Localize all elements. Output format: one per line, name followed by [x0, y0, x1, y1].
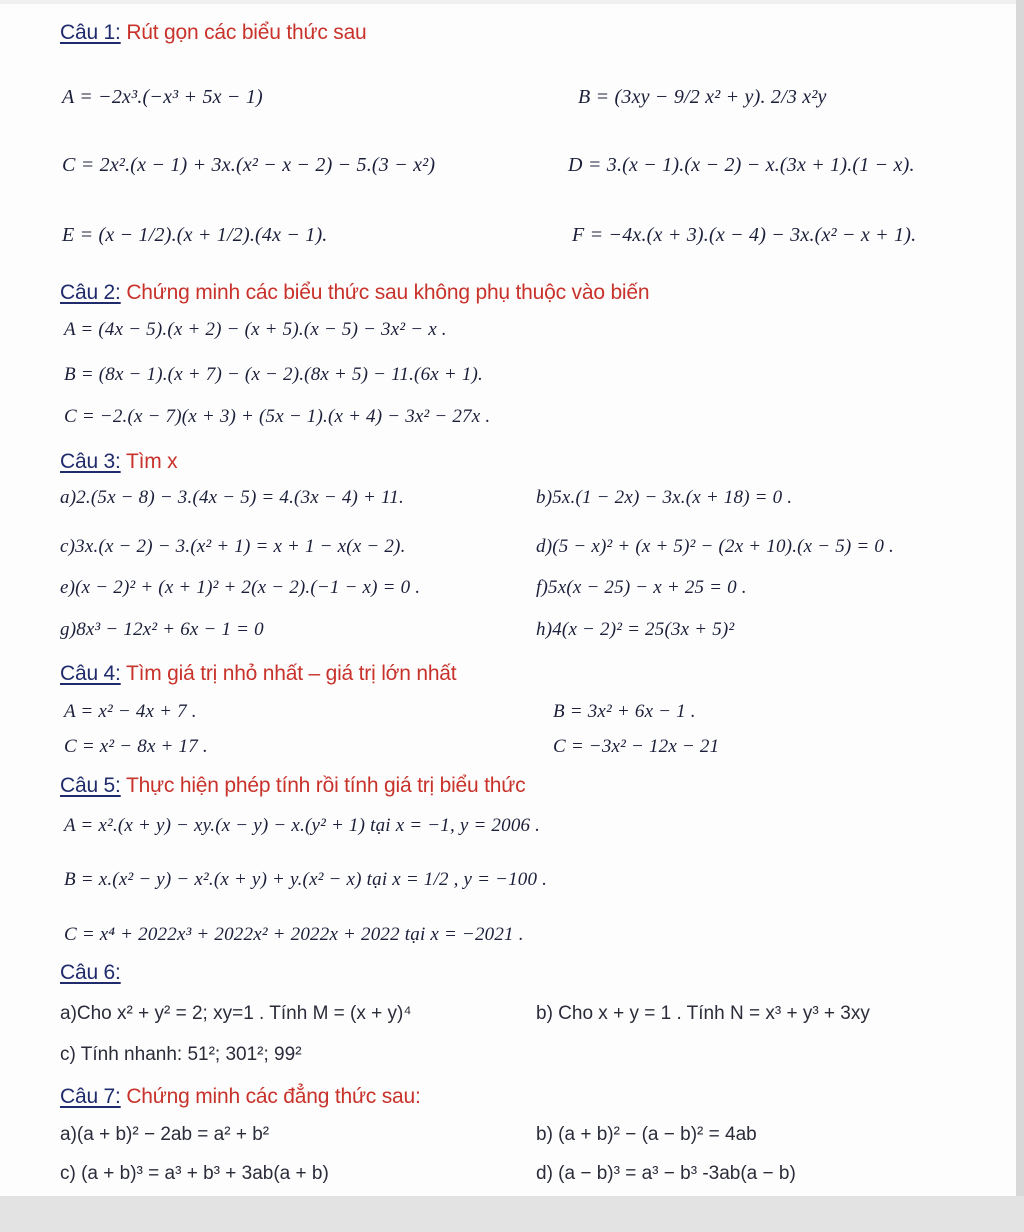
- q4-expr-b: B = 3x² + 6x − 1 .: [553, 701, 696, 722]
- q6-label: Câu 6:: [60, 961, 121, 984]
- q7-title: Chứng minh các đẳng thức sau:: [120, 1085, 421, 1108]
- q1-expr-c: C = 2x².(x − 1) + 3x.(x² − x − 2) − 5.(3 − x²): [62, 154, 436, 176]
- q4-heading: [60, 663, 456, 684]
- q7-heading: [60, 1086, 421, 1107]
- q4-label: Câu 4:: [60, 662, 121, 685]
- q1-label: Câu 1:: [60, 21, 121, 44]
- q5-expr-c: C = x⁴ + 2022x³ + 2022x² + 2022x + 2022 tại x = −2021 .: [64, 924, 524, 945]
- q5-title: Thực hiện phép tính rồi tính giá trị biểu thức: [120, 774, 526, 797]
- q2-label: Câu 2:: [60, 281, 121, 304]
- q3-title: Tìm x: [120, 450, 178, 473]
- q7-item-b: b) (a + b)² − (a − b)² = 4ab: [536, 1124, 757, 1145]
- q4-expr-a: A = x² − 4x + 7 .: [64, 701, 197, 722]
- q1-heading: [60, 22, 367, 43]
- q2-expr-a: A = (4x − 5).(x + 2) − (x + 5).(x − 5) − 3x² − x .: [64, 319, 447, 340]
- q3-heading: [60, 451, 177, 472]
- q4-expr-c2: C = −3x² − 12x − 21: [553, 736, 720, 757]
- q7-label: Câu 7:: [60, 1085, 121, 1108]
- page-bottom-edge: [0, 1196, 1024, 1232]
- q1-title: Rút gọn các biểu thức sau: [120, 21, 367, 44]
- q5-label: Câu 5:: [60, 774, 121, 797]
- q4-expr-c1: C = x² − 8x + 17 .: [64, 736, 208, 757]
- q3-item-h: h)4(x − 2)² = 25(3x + 5)²: [536, 619, 735, 640]
- q3-label: Câu 3:: [60, 450, 121, 473]
- q4-title: Tìm giá trị nhỏ nhất – giá trị lớn nhất: [120, 662, 457, 685]
- q5-expr-a: A = x².(x + y) − xy.(x − y) − x.(y² + 1) tại x = −1, y = 2006 .: [64, 815, 541, 836]
- q2-expr-b: B = (8x − 1).(x + 7) − (x − 2).(8x + 5) − 11.(6x + 1).: [64, 364, 484, 385]
- page-top-shade: [0, 0, 1016, 4]
- q3-item-g: g)8x³ − 12x² + 6x − 1 = 0: [60, 619, 264, 640]
- q3-item-f: f)5x(x − 25) − x + 25 = 0 .: [536, 577, 747, 598]
- q1-expr-f: F = −4x.(x + 3).(x − 4) − 3x.(x² − x + 1).: [572, 224, 917, 246]
- q1-expr-d: D = 3.(x − 1).(x − 2) − x.(3x + 1).(1 − x).: [568, 154, 915, 176]
- q7-item-c: c) (a + b)³ = a³ + b³ + 3ab(a + b): [60, 1163, 329, 1184]
- page-right-edge: [1016, 0, 1024, 1232]
- q3-item-e: e)(x − 2)² + (x + 1)² + 2(x − 2).(−1 − x) = 0 .: [60, 577, 421, 598]
- q7-item-d: d) (a − b)³ = a³ − b³ -3ab(a − b): [536, 1163, 796, 1184]
- q1-expr-e: E = (x − 1/2).(x + 1/2).(4x − 1).: [62, 224, 328, 246]
- q2-title: Chứng minh các biểu thức sau không phụ thuộc vào biến: [120, 281, 650, 304]
- q2-heading: [60, 282, 649, 303]
- q2-expr-c: C = −2.(x − 7)(x + 3) + (5x − 1).(x + 4) − 3x² − 27x .: [64, 406, 491, 427]
- q5-heading: [60, 775, 525, 796]
- q3-item-d: d)(5 − x)² + (x + 5)² − (2x + 10).(x − 5) = 0 .: [536, 536, 894, 557]
- q3-item-c: c)3x.(x − 2) − 3.(x² + 1) = x + 1 − x(x − 2).: [60, 536, 406, 557]
- q1-expr-b: B = (3xy − 9/2 x² + y). 2/3 x²y: [578, 86, 827, 108]
- q6-item-c: c) Tính nhanh: 51²; 301²; 99²: [60, 1044, 302, 1065]
- q1-expr-a: A = −2x³.(−x³ + 5x − 1): [62, 86, 263, 108]
- q6-heading: [60, 962, 121, 983]
- q3-item-a: a)2.(5x − 8) − 3.(4x − 5) = 4.(3x − 4) + 11.: [60, 487, 404, 508]
- q7-item-a: a)(a + b)² − 2ab = a² + b²: [60, 1124, 270, 1145]
- q5-expr-b: B = x.(x² − y) − x².(x + y) + y.(x² − x) tại x = 1/2 , y = −100 .: [64, 869, 548, 890]
- q6-item-a: a)Cho x² + y² = 2; xy=1 . Tính M = (x + y)⁴: [60, 1003, 412, 1024]
- q6-item-b: b) Cho x + y = 1 . Tính N = x³ + y³ + 3xy: [536, 1003, 870, 1024]
- q3-item-b: b)5x.(1 − 2x) − 3x.(x + 18) = 0 .: [536, 487, 793, 508]
